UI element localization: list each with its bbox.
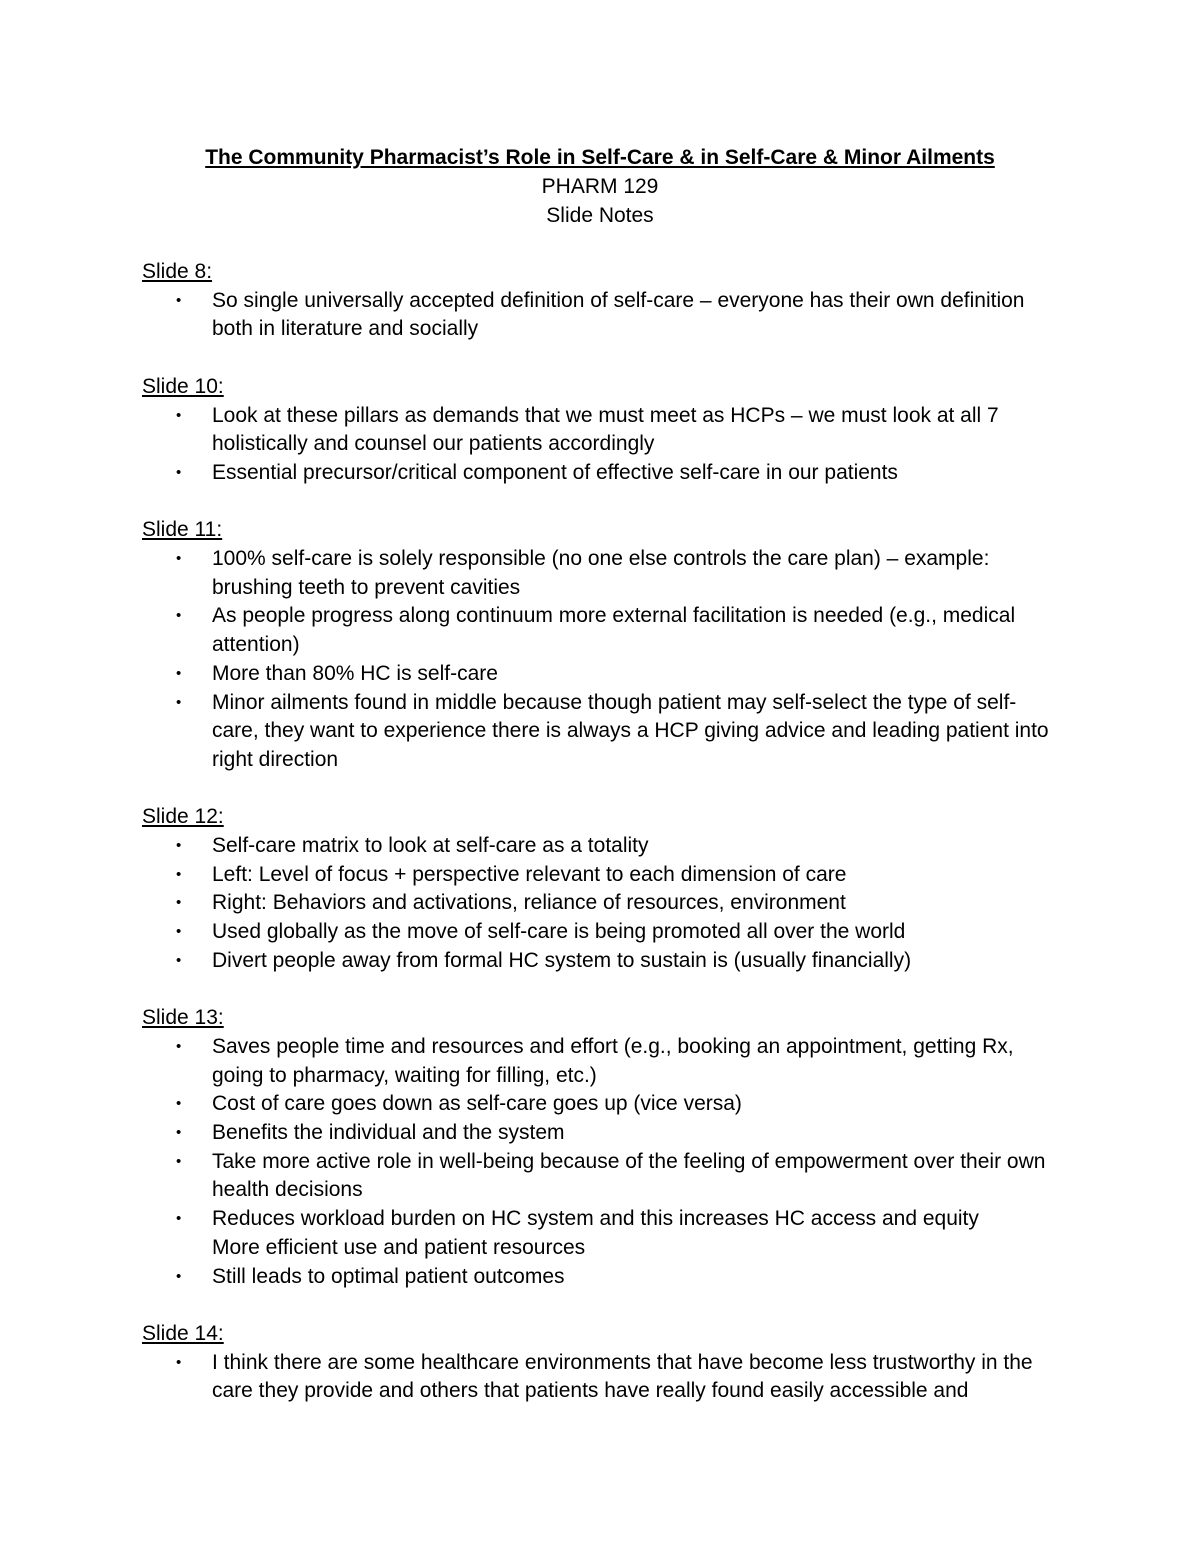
document-subtitle: Slide Notes <box>546 204 654 227</box>
bullet-icon: • <box>176 1353 182 1371</box>
list-item-text: 100% self-care is solely responsible (no one else controls the care plan) – example: brushing teeth to prevent cavities <box>212 547 990 599</box>
notes-body <box>142 258 1062 1435</box>
list-item-text: Right: Behaviors and activations, reliance of resources, environment <box>212 891 846 915</box>
bullet-icon: • <box>176 923 182 941</box>
list-item-text: I think there are some healthcare environments that have become less trustworthy in the care they provide and others that patients have really found easily accessible and <box>212 1350 1033 1403</box>
list-item <box>142 1090 1062 1119</box>
list-item <box>142 459 1062 488</box>
slide-section <box>142 373 1062 488</box>
list-item-text: Minor ailments found in middle because though patient may self-select the type of self-care, they want to experience there is always a HCP giving advice and leading patient into right direction <box>212 690 1049 771</box>
slide-section <box>142 258 1062 344</box>
list-item <box>142 889 1062 918</box>
list-item <box>142 918 1062 947</box>
list-item <box>142 832 1062 861</box>
list-item <box>142 1148 1062 1205</box>
bullet-icon: • <box>176 951 182 969</box>
slide-heading: Slide 12: <box>142 805 224 829</box>
bullet-list <box>142 1033 1062 1291</box>
list-item-text: Divert people away from formal HC system to sustain is (usually financially) <box>212 948 912 972</box>
list-item <box>142 545 1062 602</box>
list-item <box>142 402 1062 459</box>
slide-section <box>142 516 1062 774</box>
bullet-list <box>142 402 1062 488</box>
list-item <box>142 1263 1062 1292</box>
bullet-icon: • <box>176 1210 182 1228</box>
list-item <box>142 660 1062 689</box>
list-item-text: Take more active role in well-being because of the feeling of empowerment over their own health decisions <box>212 1149 1046 1202</box>
list-item <box>142 1119 1062 1148</box>
list-item <box>142 689 1062 775</box>
list-item-text: Saves people time and resources and effort (e.g., booking an appointment, getting Rx, going to pharmacy, waiting for filling, etc.) <box>212 1034 1014 1087</box>
bullet-icon: • <box>176 693 182 711</box>
list-item <box>142 1349 1062 1406</box>
bullet-icon: • <box>176 291 182 309</box>
list-item <box>142 602 1062 659</box>
bullet-icon: • <box>176 1152 182 1170</box>
list-item-continuation: More efficient use and patient resources <box>212 1235 586 1259</box>
bullet-icon: • <box>176 463 182 481</box>
document-title: The Community Pharmacist’s Role in Self-Care & in Self-Care & Minor Ailments <box>205 146 995 169</box>
course-code: PHARM 129 <box>541 175 659 198</box>
list-item <box>142 1205 1062 1234</box>
bullet-icon: • <box>176 550 182 567</box>
list-item <box>142 1033 1062 1090</box>
list-item-text: Left: Level of focus + perspective relevant to each dimension of care <box>212 862 847 886</box>
bullet-icon: • <box>176 865 182 883</box>
list-item-text: Self-care matrix to look at self-care as a totality <box>212 834 649 858</box>
list-item-text: Benefits the individual and the system <box>212 1121 565 1145</box>
slide-heading: Slide 11: <box>142 518 223 542</box>
list-item-text: Used globally as the move of self-care is being promoted all over the world <box>212 920 906 944</box>
bullet-list <box>142 832 1062 976</box>
list-item-text: As people progress along continuum more external facilitation is needed (e.g., medical attention) <box>212 604 1016 657</box>
slide-heading: Slide 13: <box>142 1006 224 1030</box>
slide-heading: Slide 14: <box>142 1321 224 1345</box>
bullet-list <box>142 287 1062 344</box>
list-item-text: Essential precursor/critical component of effective self-care in our patients <box>212 460 898 484</box>
list-item <box>142 861 1062 890</box>
list-item <box>142 287 1062 344</box>
bullet-icon: • <box>176 406 182 424</box>
bullet-icon: • <box>176 837 182 855</box>
slide-heading: Slide 8: <box>142 260 213 283</box>
slide-section <box>142 803 1062 975</box>
bullet-icon: • <box>176 1267 182 1285</box>
bullet-list <box>142 545 1062 775</box>
list-item-text: Look at these pillars as demands that we must meet as HCPs – we must look at all 7 holistically and counsel our patients accordingly <box>212 403 999 456</box>
document-header <box>0 143 1200 230</box>
bullet-icon: • <box>176 664 182 682</box>
list-item-text: Reduces workload burden on HC system and this increases HC access and equity <box>212 1207 979 1231</box>
bullet-icon: • <box>176 1037 182 1055</box>
slide-heading: Slide 10: <box>142 374 224 398</box>
bullet-icon: • <box>176 1095 182 1113</box>
list-item-text: Cost of care goes down as self-care goes up (vice versa) <box>212 1092 742 1116</box>
bullet-icon: • <box>176 894 182 912</box>
bullet-icon: • <box>176 1124 182 1142</box>
list-item-text: More than 80% HC is self-care <box>212 661 498 685</box>
slide-section <box>142 1320 1062 1406</box>
list-item <box>142 947 1062 976</box>
slide-section <box>142 1004 1062 1291</box>
list-item-text: Still leads to optimal patient outcomes <box>212 1264 565 1288</box>
bullet-list <box>142 1349 1062 1406</box>
list-item-text: So single universally accepted definition of self-care – everyone has their own definition both in literature and socially <box>212 288 1025 341</box>
bullet-icon: • <box>176 607 182 625</box>
